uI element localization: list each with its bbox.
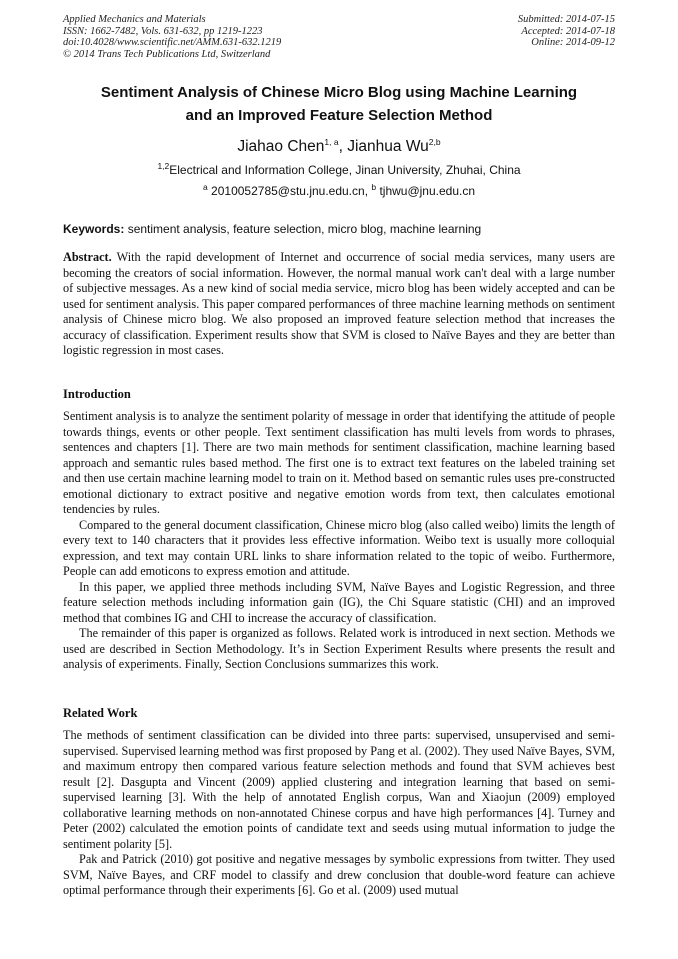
doi-line: doi:10.4028/www.scientific.net/AMM.631-632.1219 — [63, 37, 282, 49]
keywords-text: sentiment analysis, feature selection, micro blog, machine learning — [124, 222, 482, 236]
intro-paragraph-2: Compared to the general document classification, Chinese micro blog (also called weibo) limits the length of every text to 140 characters that it provides less effective information. Weibo text is usually more colloquial expression, and text may contain URL links to share information related to the topic of weibo. Furthermore, People can add emoticons to express emotion and attitude. — [63, 517, 615, 578]
author-1-name: Jiahao Chen — [237, 138, 325, 155]
accepted-date: Accepted: 2014-07-18 — [521, 25, 615, 37]
affiliation — [0, 163, 678, 177]
keywords — [63, 222, 623, 236]
keywords-label: Keywords: — [63, 222, 125, 236]
related-paragraph-2: Pak and Patrick (2010) got positive and negative messages by symbolic expressions from twitter. They used SVM, Naïve Bayes, and CRF model to classify and drew conclusion that double-word feature can achieve optimal performance through their experiments [6]. Go et al. (2009) used mutual — [63, 852, 615, 897]
paper-title — [40, 81, 638, 127]
author-1-affil: 1, a — [324, 136, 339, 147]
abstract-text: With the rapid development of Internet and occurrence of social media services, many users are becoming the creators of social information. However, the normal manual work can't deal with a large number of subjective messages. As a new kind of social media service, micro blog has been widely accepted and can be used for sentiment analysis. This paper compared performances of three machine learning methods on sentiment analysis of Chinese micro blog. We also proposed an improved feature selection method that increases the accuracy of classification. Experiment results show that SVM is closed to Naïve Bayes and they are better than logistic regression in most cases. — [63, 250, 615, 357]
intro-paragraph-1: Sentiment analysis is to analyze the sentiment polarity of message in order that identifying the attitude of people towards things, events or other people. Text sentiment classification has multi levels from words to phrases, sentences and chapters [1]. There are two main methods for sentiment classification, machine learning based approach and semantic rules based method. The first one is to extract text features on the labeled training set and then use certain machine learning model to train on it. Method based on semantic rules uses pre-constructed emotional dictionary to extract positive and negative emotion words from text, then calculates emotional tendencies by rules. — [63, 409, 615, 516]
journal-header — [63, 14, 281, 60]
author-separator: , — [338, 138, 348, 155]
issn-line: ISSN: 1662-7482, Vols. 631-632, pp 1219-1223 — [63, 25, 263, 37]
submitted-date: Submitted: 2014-07-15 — [517, 14, 615, 25]
introduction-heading: Introduction — [63, 387, 131, 401]
intro-paragraph-3: In this paper, we applied three methods including SVM, Naïve Bayes and Logistic Regression, and three feature selection methods including information gain (IG), the Chi Square statistic (CHI) and an improved method that combines IG and CHI to increase the accuracy of classification. — [63, 579, 615, 625]
email-b: tjhwu@jnu.edu.cn — [376, 184, 476, 198]
related-work-heading: Related Work — [63, 706, 138, 720]
abstract-label: Abstract. — [63, 250, 112, 264]
title-line-2: and an Improved Feature Selection Method — [185, 107, 493, 124]
online-date: Online: 2014-09-12 — [531, 37, 615, 49]
title-line-1: Sentiment Analysis of Chinese Micro Blog using Machine Learning — [100, 84, 578, 101]
email-b-marker: b — [371, 182, 377, 192]
author-2-name: Jianhua Wu — [347, 138, 429, 155]
introduction-body — [63, 409, 615, 673]
copyright-line: © 2014 Trans Tech Publications Ltd, Switzerland — [63, 48, 271, 60]
author-emails — [0, 184, 678, 198]
email-a: 2010052785@stu.jnu.edu.cn, — [207, 184, 369, 198]
affiliation-marker: 1,2 — [157, 161, 170, 171]
abstract — [63, 250, 615, 359]
journal-name: Applied Mechanics and Materials — [63, 14, 206, 25]
related-work-body — [63, 728, 615, 899]
affiliation-text: Electrical and Information College, Jinan University, Zhuhai, China — [169, 163, 521, 177]
related-paragraph-1: The methods of sentiment classification can be divided into three parts: supervised, unsupervised and semi-supervised. Supervised learning method was first proposed by Pang et al. (2002). They used Naïve Bayes, SVM, and maximum entropy then compared various feature selection methods and found that SVM achieves best result [2]. Dasgupta and Vincent (2009) applied clustering and integration learning that based on semi-supervised learning [3]. With the help of annotated English corpus, Wan and Xiaojun (2009) employed collaborative learning methods on non-annotated Chinese corpus and have high performances [4]. Turney and Peter (2002) calculated the emotion points of candidate text and seeds using mutual information to judge the sentiment polarity [5]. — [63, 728, 615, 851]
email-a-marker: a — [202, 182, 208, 192]
intro-paragraph-4: The remainder of this paper is organized as follows. Related work is introduced in next section. Methods we used are described in Section Methodology. It’s in Section Experiment Results where presents the result and analysis of experiments. Finally, Section Conclusions summarizes this work. — [63, 626, 615, 671]
author-list — [0, 138, 678, 156]
dates-header — [518, 14, 615, 49]
author-2-affil: 2,b — [428, 136, 441, 147]
